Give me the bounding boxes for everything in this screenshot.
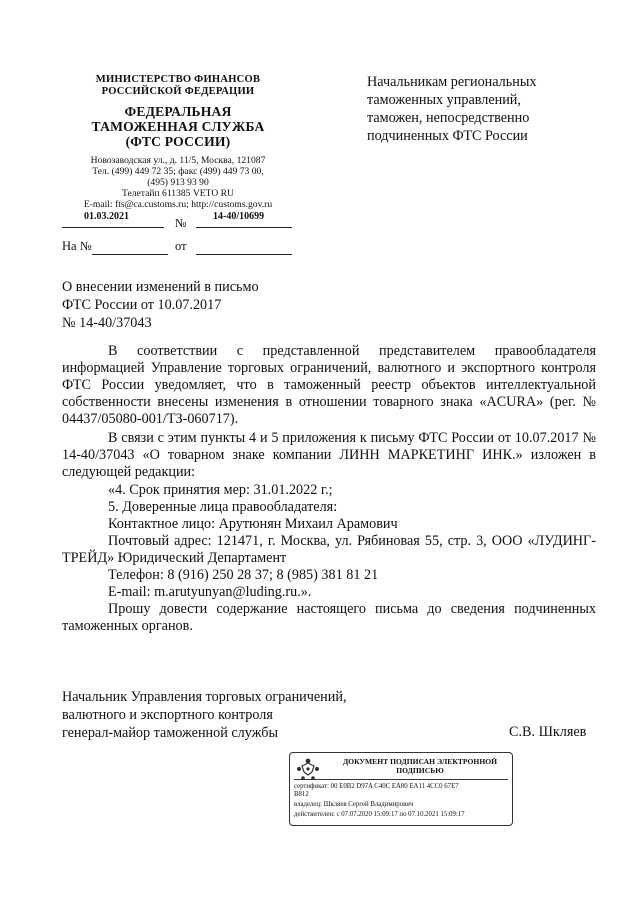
address-line-4: Телетайп 611385 VETO RU bbox=[122, 188, 234, 199]
recipient-line-4: подчиненных ФТС России bbox=[367, 128, 528, 144]
subject-line-1: О внесении изменений в письмо bbox=[62, 279, 259, 295]
recipient-line-3: таможен, непосредственно bbox=[367, 110, 530, 126]
reference-date-underline bbox=[196, 254, 292, 255]
number-sign: № bbox=[175, 216, 187, 230]
signatory-title-line-3: генерал-майор таможенной службы bbox=[62, 725, 279, 741]
reference-from-label: от bbox=[175, 239, 187, 253]
service-line-1: ФЕДЕРАЛЬНАЯ bbox=[124, 104, 232, 119]
stamp-title-line-2: ПОДПИСЬЮ bbox=[396, 766, 444, 775]
stamp-certificate: сертификат: 00 E0B2 D97A C40C EA80 EA11 4CC0 67E7 bbox=[294, 783, 459, 790]
body-email: E-mail: m.arutyunyan@luding.ru.». bbox=[108, 584, 312, 600]
electronic-signature-stamp bbox=[289, 752, 513, 826]
ministry-line-1: МИНИСТЕРСТВО ФИНАНСОВ bbox=[95, 74, 261, 85]
registration-number: 14-40/10699 bbox=[213, 211, 265, 222]
subject-line-2: ФТС России от 10.07.2017 bbox=[62, 297, 222, 313]
stamp-validity: действителен: с 07.07.2020 15:09:17 по 07.10.2021 15:09:17 bbox=[294, 811, 465, 818]
body-contact: Контактное лицо: Арутюнян Михаил Арамович bbox=[108, 516, 398, 532]
address-line-3: (495) 913 93 90 bbox=[147, 177, 209, 188]
reference-number-underline bbox=[92, 254, 168, 255]
stamp-title bbox=[330, 757, 510, 775]
service-name bbox=[62, 104, 294, 149]
signatory-name: С.В. Шкляев bbox=[509, 724, 587, 740]
body-phone: Телефон: 8 (916) 250 28 37; 8 (985) 381 81 21 bbox=[108, 567, 379, 583]
address-block bbox=[62, 155, 294, 210]
subject-block bbox=[62, 278, 362, 332]
service-line-2: ТАМОЖЕННАЯ СЛУЖБА bbox=[91, 119, 265, 134]
number-underline bbox=[196, 227, 292, 228]
address-line-5: E-mail: fts@ca.customs.ru; http://customs.gov.ru bbox=[83, 199, 273, 210]
date-underline bbox=[62, 227, 164, 228]
recipient-line-1: Начальникам региональных bbox=[367, 74, 537, 90]
stamp-title-line-1: ДОКУМЕНТ ПОДПИСАН ЭЛЕКТРОННОЙ bbox=[342, 757, 498, 766]
recipient-line-2: таможенных управлений, bbox=[367, 92, 521, 108]
service-line-3: (ФТС РОССИИ) bbox=[125, 134, 231, 149]
ministry-line-2: РОССИЙСКОЙ ФЕДЕРАЦИИ bbox=[101, 86, 255, 97]
stamp-divider bbox=[294, 779, 508, 780]
recipient-block bbox=[367, 73, 607, 145]
subject-line-3: № 14-40/37043 bbox=[62, 315, 152, 331]
registration-date: 01.03.2021 bbox=[84, 211, 129, 222]
signatory-title-line-1: Начальник Управления торговых ограничений, bbox=[62, 689, 347, 705]
reference-label: На № bbox=[62, 239, 92, 253]
body-paragraph-2: В связи с этим пункты 4 и 5 приложения к письму ФТС России от 10.07.2017 № 14-40/37043 «О товарном знаке компании ЛИНН МАРКЕТИНГ ИНК.» изложен в следующей редакции: bbox=[62, 430, 596, 480]
body-item-5: 5. Доверенные лица правообладателя: bbox=[108, 499, 338, 515]
stamp-certificate-cont: B812 bbox=[294, 791, 309, 798]
body-item-4: «4. Срок принятия мер: 31.01.2022 г.; bbox=[108, 482, 333, 498]
address-line-2: Тел. (499) 449 72 35; факс (499) 449 73 00, bbox=[92, 166, 264, 177]
signatory-title bbox=[62, 688, 442, 742]
body-postal-address: Почтовый адрес: 121471, г. Москва, ул. Рябиновая 55, стр. 3, ООО «ЛУДИНГ-ТРЕЙД» Юридический Департамент bbox=[62, 533, 596, 566]
signatory-title-line-2: валютного и экспортного контроля bbox=[62, 707, 273, 723]
body-request: Прошу довести содержание настоящего письма до сведения подчиненных таможенных органов. bbox=[62, 601, 596, 634]
address-line-1: Новозаводская ул., д. 11/5, Москва, 121087 bbox=[90, 155, 266, 166]
stamp-owner: владелец: Шкляев Сергей Владимирович bbox=[294, 801, 414, 808]
body-paragraph-1: В соответствии с представленной представителем правообладателя информацией Управление торговых ограничений, валютного и экспортного контроля ФТС России уведомляет, что в таможенный реестр объектов интеллектуальной собственности внесены изменения в отношении товарного знака «ACURA» (рег. № 04437/05080-001/ТЗ-060717). bbox=[62, 343, 596, 427]
ministry-name bbox=[62, 74, 294, 98]
